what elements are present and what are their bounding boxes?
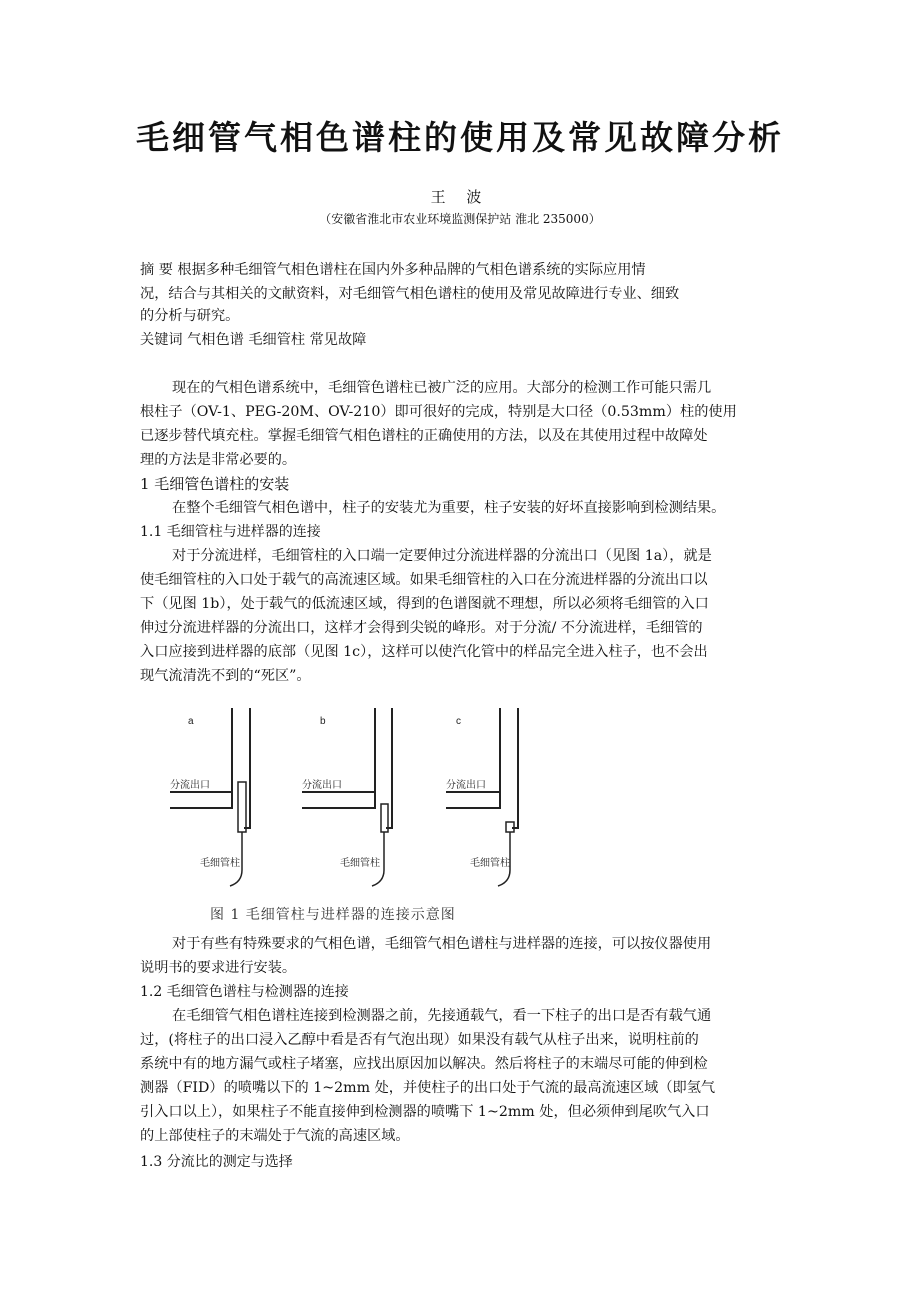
intro-line: 理的方法是非常必要的。 [140, 452, 297, 468]
column-label-b: 毛细管柱 [340, 858, 380, 869]
panel-label-c: c [456, 716, 461, 727]
panel-label-b: b [320, 716, 326, 727]
injector-wall-a-right [244, 708, 250, 828]
figure-injector-connection [150, 700, 550, 930]
paper-title: 毛细管气相色谱柱的使用及常见故障分析 [136, 118, 784, 157]
keywords: 关键词 气相色谱 毛细管柱 常见故障 [140, 332, 367, 348]
intro-line: 现在的气相色谱系统中，毛细管色谱柱已被广泛的应用。大部分的检测工作可能只需几 [172, 380, 712, 396]
section-1-3-heading: 1.3 分流比的测定与选择 [140, 1154, 293, 1170]
body-line: 在毛细管气相色谱柱连接到检测器之前，先接通载气，看一下柱子的出口是否有载气通 [172, 1008, 712, 1024]
section-1-1-heading: 1.1 毛细管柱与进样器的连接 [140, 524, 321, 540]
abstract-line: 摘 要 根据多种毛细管气相色谱柱在国内外多种品牌的气相色谱系统的实际应用情 [140, 262, 646, 278]
body-line: 对于有些有特殊要求的气相色谱，毛细管气相色谱柱与进样器的连接，可以按仪器使用 [172, 936, 712, 952]
section-1-2-heading: 1.2 毛细管色谱柱与检测器的连接 [140, 984, 349, 1000]
author-name: 王 波 [430, 188, 490, 206]
column-label-c: 毛细管柱 [470, 858, 510, 869]
body-line: 对于分流进样，毛细管柱的入口端一定要伸过分流进样器的分流出口（见图 1a），就是 [172, 548, 712, 564]
body-line: 测器（FID）的喷嘴以下的 1~2mm 处，并使柱子的出口处于气流的最高流速区域（即氢气 [140, 1080, 716, 1096]
section-1-heading: 1 毛细管色谱柱的安装 [140, 475, 290, 493]
body-line: 系统中有的地方漏气或柱子堵塞，应找出原因加以解决。然后将柱子的末端尽可能的伸到检 [140, 1056, 708, 1072]
abstract-line: 况，结合与其相关的文献资料，对毛细管气相色谱柱的使用及常见故障进行专业、细致 [140, 286, 680, 302]
body-line: 引入口以上），如果柱子不能直接伸到检测器的喷嘴下 1~2mm 处，但必须伸到尾吹气入口 [140, 1104, 710, 1120]
outlet-label-a: 分流出口 [170, 780, 210, 791]
body-line: 现气流清洗不到的“死区”。 [140, 668, 311, 684]
column-tip-a [238, 782, 246, 832]
body-line: 下（见图 1b），处于载气的低流速区域，得到的色谱图就不理想，所以必须将毛细管的入口 [140, 596, 709, 612]
body-line: 使毛细管柱的入口处于载气的高流速区域。如果毛细管柱的入口在分流进样器的分流出口以 [140, 572, 708, 588]
outlet-label-c: 分流出口 [446, 780, 486, 791]
panel-label-a: a [188, 716, 194, 727]
abstract-line: 的分析与研究。 [140, 308, 240, 324]
outlet-label-b: 分流出口 [302, 780, 342, 791]
figure-caption: 图 1 毛细管柱与进样器的连接示意图 [210, 907, 456, 923]
body-line: 伸过分流进样器的分流出口，这样才会得到尖锐的峰形。对于分流/ 不分流进样，毛细管的 [140, 620, 703, 636]
body-line: 的上部使柱子的末端处于气流的高速区域。 [140, 1128, 410, 1144]
body-line: 说明书的要求进行安装。 [140, 960, 297, 976]
author-affiliation: （安徽省淮北市农业环境监测保护站 淮北 235000） [319, 212, 601, 226]
intro-line: 已逐步替代填充柱。掌握毛细管气相色谱柱的正确使用的方法，以及在其使用过程中故障处 [140, 428, 708, 444]
section-1-text: 在整个毛细管气相色谱中，柱子的安装尤为重要，柱子安装的好坏直接影响到检测结果。 [172, 500, 726, 516]
body-line: 过，(将柱子的出口浸入乙醇中看是否有气泡出现）如果没有载气从柱子出来，说明柱前的 [140, 1032, 699, 1048]
intro-line: 根柱子（OV-1、PEG-20M、OV-210）即可很好的完成，特别是大口径（0.53mm）柱的使用 [140, 404, 737, 420]
body-line: 入口应接到进样器的底部（见图 1c），这样可以使汽化管中的样品完全进入柱子，也不会出 [140, 644, 708, 660]
column-label-a: 毛细管柱 [200, 858, 240, 869]
